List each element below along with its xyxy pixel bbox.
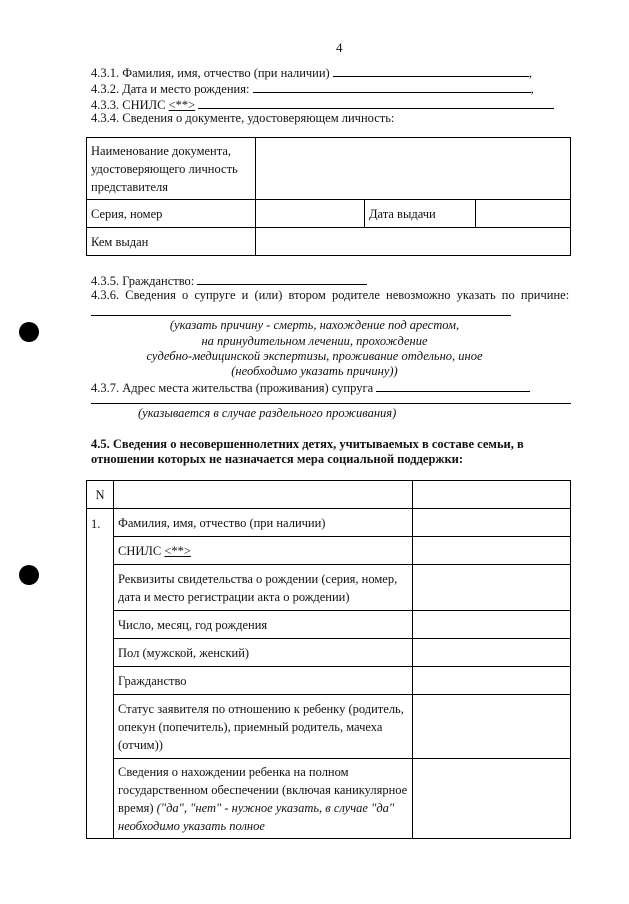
field-fio bbox=[91, 64, 532, 81]
series-number-input[interactable] bbox=[256, 200, 365, 228]
child-citizenship-label: Гражданство bbox=[114, 667, 413, 695]
table-row bbox=[87, 759, 571, 839]
row-number: 1. bbox=[87, 509, 114, 839]
issue-date-label: Дата выдачи bbox=[365, 200, 476, 228]
field-birth-input[interactable] bbox=[253, 80, 531, 93]
state-support-input[interactable] bbox=[413, 759, 571, 839]
page-number: 4 bbox=[336, 40, 343, 55]
field-doc-label: 4.3.4. Сведения о документе, удостоверяющем личность: bbox=[91, 111, 395, 125]
table-row bbox=[87, 537, 571, 565]
applicant-status-input[interactable] bbox=[413, 695, 571, 759]
table-row bbox=[87, 509, 571, 537]
child-citizenship-input[interactable] bbox=[413, 667, 571, 695]
field-citizenship-input[interactable] bbox=[197, 272, 367, 285]
field-citizenship-label: 4.3.5. Гражданство: bbox=[91, 274, 195, 288]
punch-hole-bottom bbox=[19, 565, 39, 585]
header-cell bbox=[413, 481, 571, 509]
gender-label: Пол (мужской, женский) bbox=[114, 639, 413, 667]
child-snils-note: <**> bbox=[164, 543, 191, 558]
issued-by-input[interactable] bbox=[256, 228, 571, 256]
birth-cert-label: Реквизиты свидетельства о рождении (серия, номер, дата и место регистрации акта о рождении) bbox=[114, 565, 413, 611]
identity-doc-table bbox=[86, 137, 571, 256]
child-snils-label bbox=[114, 537, 413, 565]
field-fio-label: 4.3.1. Фамилия, имя, отчество (при наличии) bbox=[91, 66, 330, 80]
spouse-reason-hint-2: на принудительном лечении, прохождение bbox=[201, 334, 428, 348]
comma: , bbox=[530, 82, 534, 96]
birth-date-input[interactable] bbox=[413, 611, 571, 639]
birth-cert-input[interactable] bbox=[413, 565, 571, 611]
table-row bbox=[87, 695, 571, 759]
state-support-italic: ("да", "нет" - нужное указать, в случае "да" необходимо указать полное bbox=[118, 800, 395, 833]
field-birth-label: 4.3.2. Дата и место рождения: bbox=[91, 82, 250, 96]
child-fio-label: Фамилия, имя, отчество (при наличии) bbox=[114, 509, 413, 537]
field-snils-input[interactable] bbox=[198, 96, 554, 109]
child-snils-text: СНИЛС bbox=[118, 543, 162, 558]
section-45-heading-2: отношении которых не назначается мера социальной поддержки: bbox=[91, 452, 464, 466]
series-number-label: Серия, номер bbox=[87, 200, 256, 228]
field-birth bbox=[91, 80, 534, 97]
issue-date-input[interactable] bbox=[476, 200, 571, 228]
section-45-heading-1: 4.5. Сведения о несовершеннолетних детях, учитываемых в составе семьи, в bbox=[91, 437, 524, 451]
table-row bbox=[87, 481, 571, 509]
spouse-reason-hint-3: судебно-медицинской экспертизы, проживание отдельно, иное bbox=[146, 349, 483, 363]
table-row bbox=[87, 611, 571, 639]
doc-name-input[interactable] bbox=[256, 138, 571, 200]
spouse-address-hint: (указывается в случае раздельного проживания) bbox=[138, 406, 397, 420]
field-spouse-reason-input[interactable] bbox=[91, 303, 511, 316]
n-header: N bbox=[87, 481, 114, 509]
field-spouse-address-label: 4.3.7. Адрес места жительства (проживания) супруга bbox=[91, 381, 374, 395]
snils-note: <**> bbox=[168, 98, 196, 112]
field-fio-input[interactable] bbox=[333, 64, 529, 77]
field-spouse-address-input-2[interactable] bbox=[91, 393, 571, 404]
table-row bbox=[87, 639, 571, 667]
header-cell bbox=[114, 481, 413, 509]
spouse-reason-hint-1: (указать причину - смерть, нахождение под арестом, bbox=[169, 318, 460, 332]
children-table bbox=[86, 480, 571, 839]
child-fio-input[interactable] bbox=[413, 509, 571, 537]
state-support-text: Сведения о нахождении ребенка на полном государственном обеспечении (включая каникулярное время) bbox=[118, 764, 408, 815]
table-row bbox=[87, 565, 571, 611]
field-spouse-reason-label: 4.3.6. Сведения о супруге и (или) втором родителе невозможно указать по причине: bbox=[91, 288, 570, 302]
doc-name-label: Наименование документа, удостоверяющего личность представителя bbox=[87, 138, 256, 200]
field-snils-label: 4.3.3. СНИЛС bbox=[91, 98, 166, 112]
table-row bbox=[87, 228, 571, 256]
comma: , bbox=[528, 66, 532, 80]
field-citizenship bbox=[91, 272, 367, 289]
table-row bbox=[87, 200, 571, 228]
table-row bbox=[87, 138, 571, 200]
field-spouse-address-input[interactable] bbox=[376, 379, 530, 392]
gender-input[interactable] bbox=[413, 639, 571, 667]
birth-date-label: Число, месяц, год рождения bbox=[114, 611, 413, 639]
spouse-reason-hint-4: (необходимо указать причину)) bbox=[231, 364, 398, 378]
applicant-status-label: Статус заявителя по отношению к ребенку (родитель, опекун (попечитель), приемный родитель, мачеха (отчим)) bbox=[114, 695, 413, 759]
issued-by-label: Кем выдан bbox=[87, 228, 256, 256]
state-support-label bbox=[114, 759, 413, 839]
child-snils-input[interactable] bbox=[413, 537, 571, 565]
table-row bbox=[87, 667, 571, 695]
